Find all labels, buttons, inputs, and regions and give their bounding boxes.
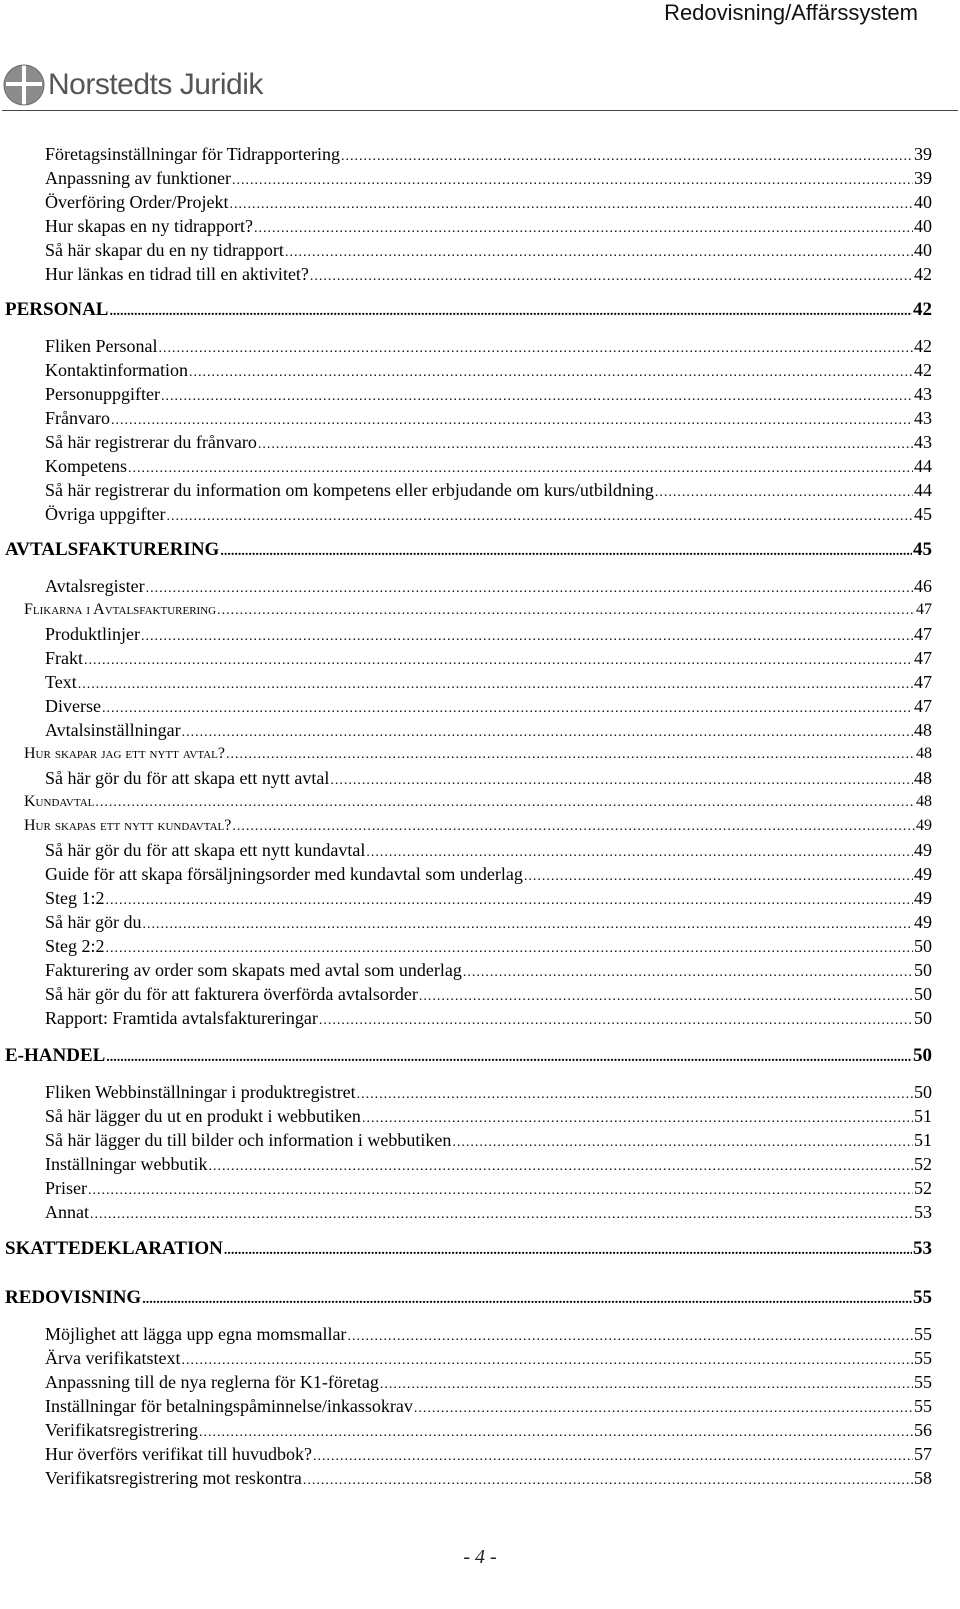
toc-entry-page: 39 (914, 144, 932, 164)
toc-entry-page: 42 (914, 336, 932, 356)
toc-entry[interactable] (45, 239, 932, 264)
toc-dot-leader (414, 1398, 913, 1420)
toc-chapter-entry[interactable] (5, 299, 932, 323)
publisher-logo (2, 62, 263, 108)
toc-entry-page: 50 (914, 936, 932, 956)
toc-entry[interactable] (45, 1371, 932, 1396)
toc-entry-page: 50 (913, 1045, 932, 1066)
toc-entry-title: Möjlighet att lägga upp egna momsmallar (45, 1324, 347, 1344)
toc-entry[interactable] (45, 1347, 932, 1372)
toc-entry-title: Rapport: Framtida avtalsfaktureringar (45, 1008, 318, 1028)
toc-entry[interactable] (45, 1467, 932, 1492)
toc-dot-leader (232, 816, 915, 838)
toc-dot-leader (226, 744, 915, 766)
toc-entry[interactable] (45, 1153, 932, 1178)
toc-entry[interactable] (45, 1177, 932, 1202)
toc-entry-title: Så här registrerar du frånvaro (45, 432, 257, 452)
toc-entry-title: PERSONAL (5, 299, 109, 320)
toc-entry-page: 55 (914, 1324, 932, 1344)
toc-entry[interactable] (45, 383, 932, 408)
toc-dot-leader (106, 938, 913, 960)
toc-dot-leader (142, 1289, 912, 1311)
toc-dot-leader (142, 914, 913, 936)
toc-dot-leader (146, 578, 913, 600)
toc-entry-title: Frakt (45, 648, 83, 668)
toc-entry-page: 51 (914, 1106, 932, 1126)
toc-entry-page: 45 (914, 504, 932, 524)
toc-entry-page: 48 (914, 720, 932, 740)
toc-dot-leader (189, 362, 913, 384)
toc-dot-leader (106, 890, 913, 912)
toc-entry-title: Så här gör du för att skapa ett nytt kundavtal (45, 840, 366, 860)
toc-entry-title: Övriga uppgifter (45, 504, 166, 524)
toc-dot-leader (106, 1047, 912, 1069)
toc-dot-leader (524, 866, 913, 888)
toc-entry-page: 58 (914, 1468, 932, 1488)
toc-entry-page: 50 (914, 960, 932, 980)
toc-entry-title: Så här gör du (45, 912, 142, 932)
toc-entry-page: 49 (914, 840, 932, 860)
toc-entry[interactable] (45, 983, 932, 1008)
toc-dot-leader (208, 1156, 913, 1178)
toc-dot-leader (229, 194, 913, 216)
toc-entry-title: Så här skapar du en ny tidrapport (45, 240, 284, 260)
toc-entry-page: 47 (914, 624, 932, 644)
toc-entry-title: Flikarna i Avtalsfakturering (24, 601, 217, 618)
toc-entry-page: 50 (914, 1008, 932, 1028)
toc-entry-page: 55 (914, 1348, 932, 1368)
toc-entry-title: Överföring Order/Projekt (45, 192, 229, 212)
toc-chapter-entry[interactable] (5, 1238, 932, 1262)
toc-entry-page: 52 (914, 1154, 932, 1174)
toc-dot-leader (84, 650, 913, 672)
toc-dot-leader (199, 1422, 913, 1444)
toc-entry-page: 52 (914, 1178, 932, 1198)
toc-entry-page: 46 (914, 576, 932, 596)
toc-dot-leader (285, 242, 913, 264)
toc-dot-leader (341, 146, 913, 168)
toc-entry-title: Anpassning av funktioner (45, 168, 231, 188)
toc-dot-leader (217, 600, 915, 622)
toc-entry-title: Text (45, 672, 77, 692)
toc-entry-page: 49 (914, 864, 932, 884)
toc-entry[interactable] (45, 455, 932, 480)
toc-dot-leader (258, 434, 913, 456)
toc-dot-leader (159, 338, 914, 360)
logo-text: Norstedts Juridik (48, 68, 263, 101)
toc-entry[interactable] (45, 575, 932, 600)
toc-entry-title: Så här registrerar du information om kompetens eller erbjudande om kurs/utbildning (45, 480, 654, 500)
toc-entry-page: 45 (913, 539, 932, 560)
toc-chapter-entry[interactable] (5, 1287, 932, 1311)
toc-entry[interactable] (45, 1443, 932, 1468)
toc-entry-page: 42 (913, 299, 932, 320)
toc-entry-page: 43 (914, 432, 932, 452)
toc-entry-title: Annat (45, 1202, 89, 1222)
toc-chapter-entry[interactable] (5, 1045, 932, 1069)
toc-entry-page: 40 (914, 240, 932, 260)
toc-entry-title: SKATTEDEKLARATION (5, 1238, 223, 1259)
toc-entry-title: Guide för att skapa försäljningsorder med kundavtal som underlag (45, 864, 523, 884)
toc-entry-page: 53 (913, 1238, 932, 1259)
toc-entry-page: 55 (914, 1372, 932, 1392)
toc-dot-leader (419, 986, 913, 1008)
toc-dot-leader (128, 458, 913, 480)
document-header-title: Redovisning/Affärssystem (664, 0, 918, 25)
toc-dot-leader (111, 410, 913, 432)
toc-entry[interactable] (45, 503, 932, 528)
toc-dot-leader (655, 482, 913, 504)
toc-entry-page: 47 (914, 672, 932, 692)
toc-entry-title: Inställningar webbutik (45, 1154, 208, 1174)
toc-entry-title: Så här gör du för att fakturera överförda avtalsorder (45, 984, 418, 1004)
toc-entry-title: Hur länkas en tidrad till en aktivitet? (45, 264, 309, 284)
logo-globe-icon (2, 63, 46, 107)
toc-entry-page: 48 (914, 768, 932, 788)
toc-dot-leader (181, 1350, 913, 1372)
toc-entry[interactable] (45, 1105, 932, 1130)
toc-entry-title: Anpassning till de nya reglerna för K1-företag (45, 1372, 379, 1392)
toc-entry-page: 53 (914, 1202, 932, 1222)
toc-entry[interactable] (45, 167, 932, 192)
toc-entry[interactable] (45, 671, 932, 696)
toc-entry-title: Inställningar för betalningspåminnelse/inkassokrav (45, 1396, 413, 1416)
toc-entry-page: 40 (914, 192, 932, 212)
toc-dot-leader (109, 301, 912, 323)
toc-dot-leader (310, 266, 913, 288)
toc-entry-page: 49 (914, 912, 932, 932)
toc-entry-title: Verifikatsregistrering (45, 1420, 198, 1440)
toc-entry[interactable] (45, 935, 932, 960)
toc-entry-page: 42 (914, 360, 932, 380)
toc-dot-leader (313, 1446, 913, 1468)
toc-chapter-entry[interactable] (5, 539, 932, 563)
toc-entry-title: Fliken Personal (45, 336, 158, 356)
toc-entry-page: 57 (914, 1444, 932, 1464)
toc-entry-page: 43 (914, 408, 932, 428)
toc-entry-title: Hur överförs verifikat till huvudbok? (45, 1444, 312, 1464)
toc-entry-title: Avtalsregister (45, 576, 145, 596)
toc-entry-page: 50 (914, 1082, 932, 1102)
toc-dot-leader (90, 1204, 913, 1226)
toc-entry[interactable] (45, 215, 932, 240)
toc-entry[interactable] (45, 695, 932, 720)
toc-entry-page: 44 (914, 456, 932, 476)
toc-entry[interactable] (45, 479, 932, 504)
toc-entry-title: Produktlinjer (45, 624, 140, 644)
toc-entry[interactable] (24, 791, 932, 814)
toc-dot-leader (319, 1010, 913, 1032)
toc-dot-leader (452, 1132, 913, 1154)
toc-entry-title: Priser (45, 1178, 87, 1198)
toc-entry[interactable] (45, 911, 932, 936)
toc-dot-leader (224, 1240, 912, 1262)
toc-dot-leader (254, 218, 913, 240)
toc-dot-leader (303, 1470, 913, 1492)
toc-dot-leader (166, 506, 913, 528)
toc-entry-page: 40 (914, 216, 932, 236)
toc-entry-title: Företagsinställningar för Tidrapportering (45, 144, 340, 164)
toc-entry-page: 39 (914, 168, 932, 188)
toc-entry-title: Diverse (45, 696, 101, 716)
toc-dot-leader (362, 1108, 913, 1130)
toc-entry-title: Steg 2:2 (45, 936, 105, 956)
toc-entry-page: 44 (914, 480, 932, 500)
toc-entry[interactable] (45, 335, 932, 360)
toc-dot-leader (463, 962, 913, 984)
toc-entry[interactable] (45, 623, 932, 648)
toc-dot-leader (220, 541, 912, 563)
toc-entry-title: Frånvaro (45, 408, 110, 428)
toc-entry-title: Så här lägger du ut en produkt i webbutiken (45, 1106, 361, 1126)
toc-entry[interactable] (45, 1395, 932, 1420)
toc-entry-title: Fakturering av order som skapats med avtal som underlag (45, 960, 462, 980)
toc-entry[interactable] (45, 263, 932, 288)
toc-dot-leader (347, 1326, 913, 1348)
toc-entry-page: 49 (916, 817, 932, 834)
toc-entry[interactable] (45, 407, 932, 432)
toc-entry[interactable] (45, 143, 932, 168)
toc-entry-page: 50 (914, 984, 932, 1004)
toc-dot-leader (366, 842, 913, 864)
toc-entry-title: Kontaktinformation (45, 360, 188, 380)
toc-dot-leader (95, 792, 915, 814)
toc-entry-page: 47 (914, 648, 932, 668)
toc-entry[interactable] (45, 863, 932, 888)
toc-entry-title: Steg 1:2 (45, 888, 105, 908)
toc-entry-page: 55 (914, 1396, 932, 1416)
toc-entry-title: Kundavtal (24, 793, 95, 810)
toc-entry-title: REDOVISNING (5, 1287, 142, 1308)
toc-dot-leader (102, 698, 913, 720)
toc-entry[interactable] (24, 743, 932, 766)
toc-entry-page: 48 (916, 793, 932, 810)
toc-entry-page: 42 (914, 264, 932, 284)
toc-entry[interactable] (45, 1129, 932, 1154)
toc-entry-page: 48 (916, 745, 932, 762)
toc-dot-leader (78, 674, 913, 696)
toc-entry[interactable] (45, 191, 932, 216)
toc-dot-leader (232, 170, 913, 192)
toc-entry-page: 47 (916, 601, 932, 618)
toc-dot-leader (380, 1374, 913, 1396)
toc-entry-title: Hur skapas ett nytt kundavtal? (24, 817, 232, 834)
toc-entry-title: Hur skapas en ny tidrapport? (45, 216, 253, 236)
toc-entry[interactable] (45, 1007, 932, 1032)
toc-entry-title: Kompetens (45, 456, 127, 476)
toc-entry-page: 55 (913, 1287, 932, 1308)
toc-dot-leader (88, 1180, 913, 1202)
header-divider (2, 110, 958, 111)
toc-entry[interactable] (45, 359, 932, 384)
toc-entry-title: Så här gör du för att skapa ett nytt avtal (45, 768, 330, 788)
toc-entry[interactable] (45, 431, 932, 456)
toc-entry-title: E-HANDEL (5, 1045, 106, 1066)
toc-entry[interactable] (24, 815, 932, 838)
toc-entry-page: 51 (914, 1130, 932, 1150)
toc-entry-title: Avtalsinställningar (45, 720, 181, 740)
toc-entry-page: 43 (914, 384, 932, 404)
toc-entry-title: Fliken Webbinställningar i produktregistret (45, 1082, 356, 1102)
toc-entry-title: Verifikatsregistrering mot reskontra (45, 1468, 302, 1488)
toc-entry[interactable] (45, 839, 932, 864)
toc-entry-title: Personuppgifter (45, 384, 160, 404)
toc-entry-page: 47 (914, 696, 932, 716)
page-number: - 4 - (463, 1546, 497, 1568)
toc-entry[interactable] (24, 599, 932, 622)
toc-entry-title: Så här lägger du till bilder och information i webbutiken (45, 1130, 452, 1150)
toc-entry-page: 56 (914, 1420, 932, 1440)
toc-entry[interactable] (45, 1419, 932, 1444)
toc-dot-leader (161, 386, 913, 408)
toc-entry-page: 49 (914, 888, 932, 908)
toc-entry[interactable] (45, 1201, 932, 1226)
toc-entry-title: Hur skapar jag ett nytt avtal? (24, 745, 225, 762)
toc-entry[interactable] (45, 959, 932, 984)
toc-entry-title: AVTALSFAKTURERING (5, 539, 220, 560)
toc-dot-leader (182, 722, 913, 744)
toc-entry[interactable] (45, 1323, 932, 1348)
toc-entry[interactable] (45, 719, 932, 744)
toc-dot-leader (141, 626, 913, 648)
toc-entry[interactable] (45, 887, 932, 912)
toc-dot-leader (357, 1084, 913, 1106)
toc-entry-title: Ärva verifikatstext (45, 1348, 181, 1368)
toc-dot-leader (330, 770, 913, 792)
toc-entry[interactable] (45, 767, 932, 792)
toc-entry[interactable] (45, 647, 932, 672)
toc-entry[interactable] (45, 1081, 932, 1106)
